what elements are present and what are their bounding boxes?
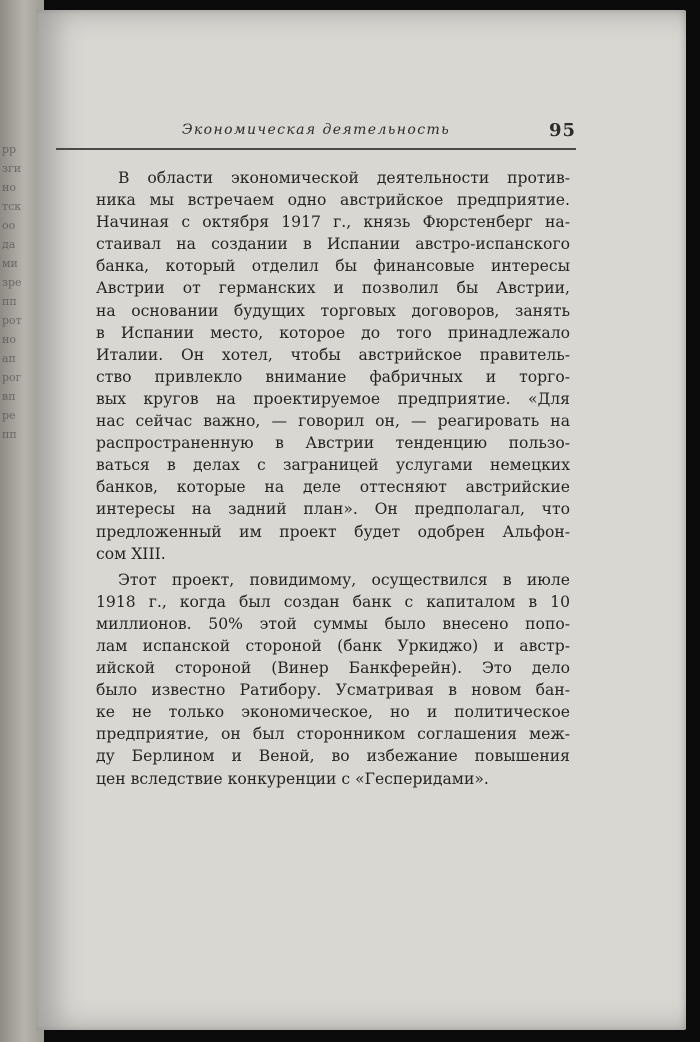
text-line: ду Берлином и Веной, во избежание повышения <box>96 747 570 766</box>
text-line: ийской стороной (Винер Банкферейн). Это дело <box>96 659 570 678</box>
text-line: сом XIII. <box>96 544 166 563</box>
text-line: ваться в делах с заграницей услугами немецких <box>96 456 570 475</box>
paragraph-1 <box>96 167 570 565</box>
text-line: интересы на задний план». Он предполагал, что <box>96 500 570 519</box>
text-line: Австрии от германских и позволил бы Австрии, <box>96 279 570 298</box>
text-line: 1918 г., когда был создан банк с капиталом в 10 <box>96 592 570 611</box>
header-title: Экономическая деятельность <box>181 122 451 138</box>
text-line: миллионов. 50% этой суммы было внесено попо- <box>96 614 570 633</box>
paragraph-2 <box>96 569 570 790</box>
text-line: ство привлекло внимание фабричных и торго- <box>96 367 570 386</box>
text-line: Италии. Он хотел, чтобы австрийское правитель- <box>96 345 570 364</box>
text-line: банка, который отделил бы финансовые интересы <box>96 257 570 276</box>
text-line: Этот проект, повидимому, осуществился в июле <box>118 570 570 589</box>
text-line: предприятие, он был сторонником соглашения меж- <box>96 725 570 744</box>
left-page-fragment: ррзгинотскоодамизреппротноапрогвпрепп <box>2 143 22 441</box>
body-text <box>96 167 570 790</box>
page-number: 95 <box>548 120 576 141</box>
text-line: стаивал на создании в Испании австро-испанского <box>96 235 570 254</box>
text-line: В области экономической деятельности против- <box>118 169 570 187</box>
text-line: ника мы встречаем одно австрийское предприятие. <box>96 191 570 210</box>
text-line: в Испании место, которое до того принадлежало <box>96 323 570 342</box>
text-line: было известно Ратибору. Усматривая в новом бан- <box>96 681 570 700</box>
text-line: лам испанской стороной (банк Уркиджо) и австр- <box>96 636 570 655</box>
text-line: предложенный им проект будет одобрен Альфон- <box>96 522 570 541</box>
text-line: нас сейчас важно, — говорил он, — реагировать на <box>96 412 570 431</box>
running-header <box>56 120 576 144</box>
text-line: цен вследствие конкуренции с «Гесперидами». <box>96 769 489 788</box>
header-rule <box>56 148 576 150</box>
text-line: ке не только экономическое, но и политическое <box>96 703 570 722</box>
text-line: банков, которые на деле оттесняют австрийские <box>96 478 570 497</box>
text-line: на основании будущих торговых договоров, занять <box>96 301 570 320</box>
text-line: Начиная с октября 1917 г., князь Фюрстенберг на- <box>96 213 570 232</box>
text-line: распространенную в Австрии тенденцию пользо- <box>96 434 570 453</box>
text-line: вых кругов на проектируемое предприятие. «Для <box>96 389 570 408</box>
